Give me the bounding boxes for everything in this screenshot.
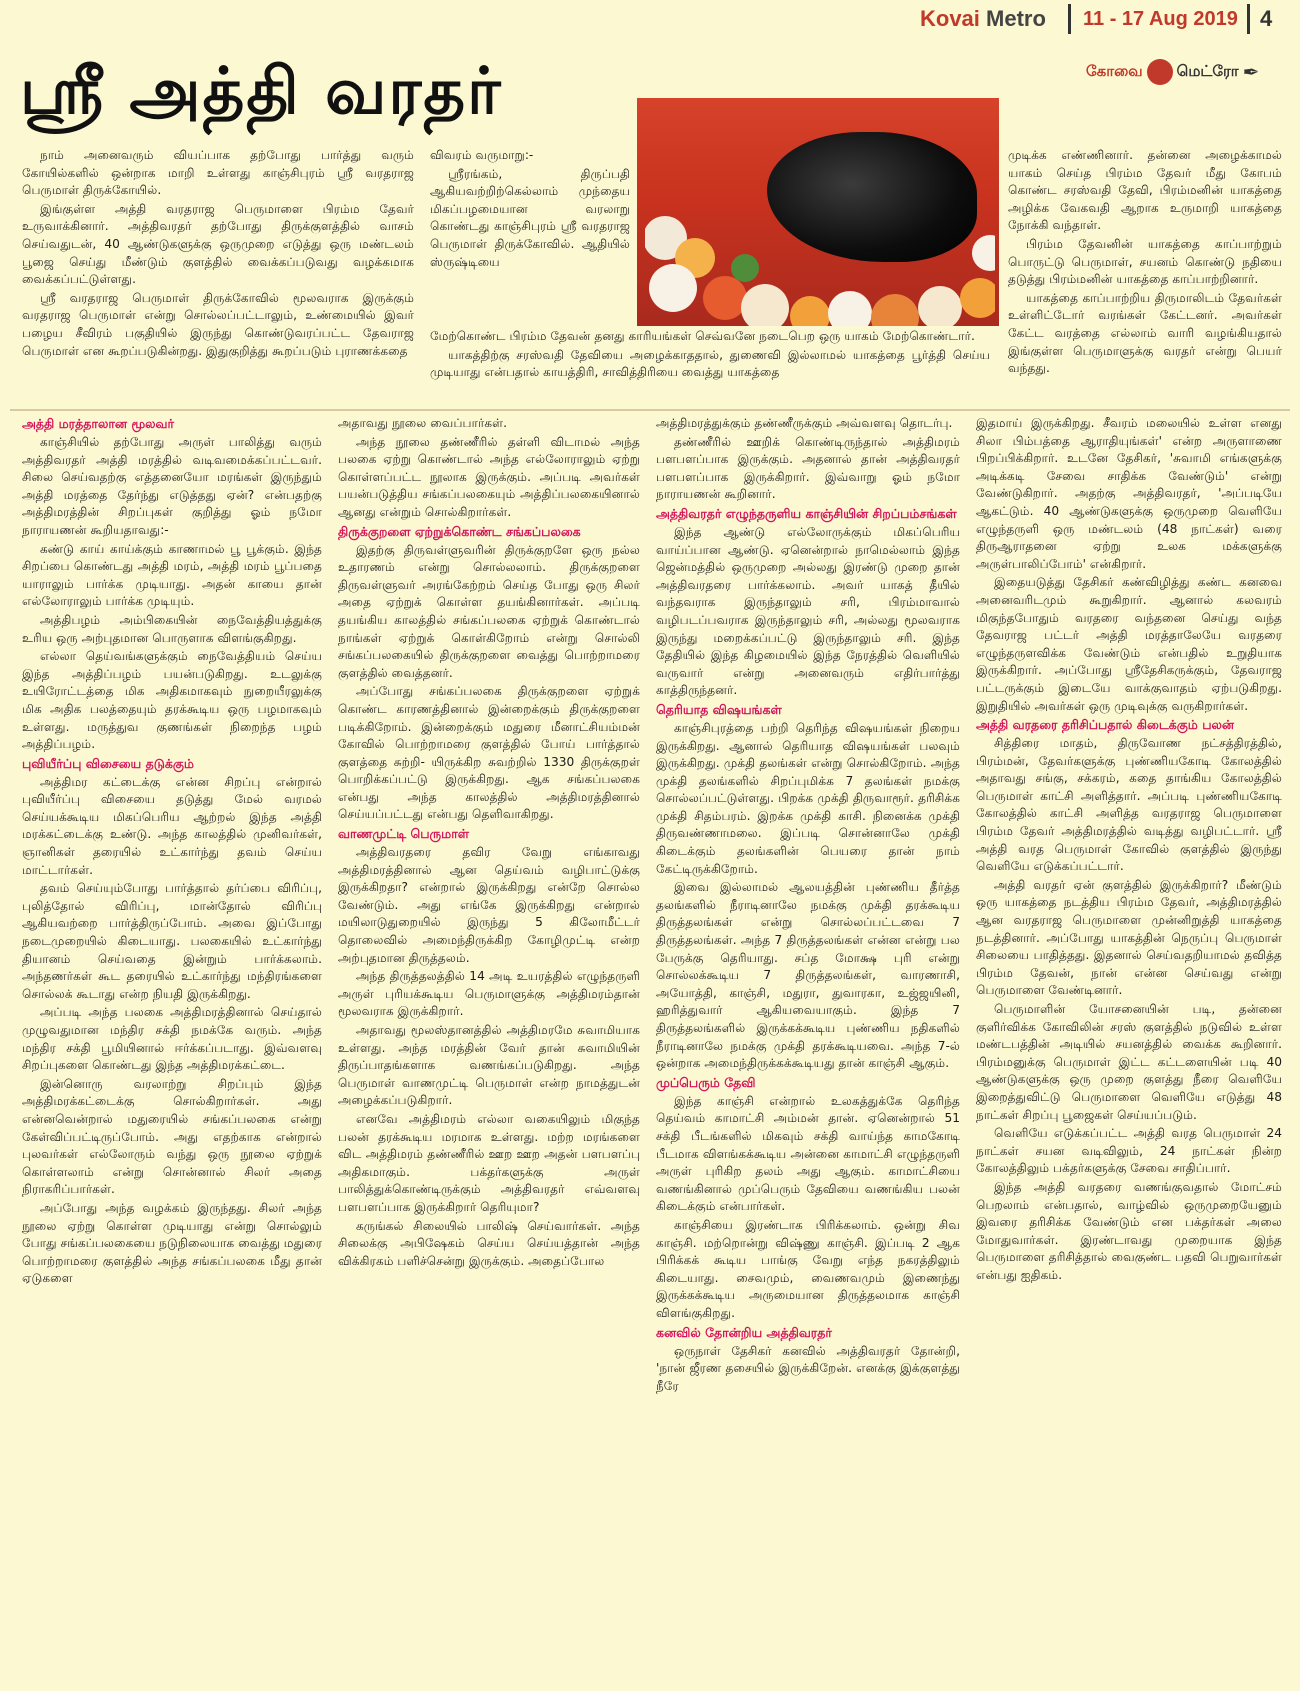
section-divider (10, 409, 1290, 411)
paragraph: பெருமாளின் யோசனையின் படி, தன்னை குளிர்விக்க கோவிலின் சரஸ் குளத்தில் நடுவில் உள்ள மண்டபத்தின் அடியில் சயனத்தில் வைக்க கூறினார். பிரம்மனுக்கு பெருமாள் இட்ட கட்டளையின் படி 40 ஆண்டுகளுக்கு ஒரு முறை குளத்து நீரை வெளியே இறைத்துவிட்டு பெருமாளை வெளியே எடுத்து 48 நாட்கள் சிறப்பு பூஜைகள் செய்யப்படும். (976, 1002, 1282, 1122)
subheading: முப்பெரும் தேவி (656, 1074, 756, 1090)
paragraph: அத்திமர கட்டைக்கு என்ன சிறப்பு என்றால் புவியீர்ப்பு விசையை தடுத்து மேல் வரமல் செய்யக்கூடிய மிகப்பெரிய ஆற்றல் இந்த அத்தி மரக்கட்டைக்கு உண்டு. அந்த காலத்தில் முனிவர்கள், ஞானிகள் தரையில் உட்கார்ந்து தவம் செய்ய மாட்டார்கள். (22, 774, 322, 877)
intro-column-2-top (430, 147, 630, 311)
paragraph: இவை இல்லாமல் ஆலயத்தின் புண்ணிய தீர்த்த தலங்களில் நீராடினாலே நமக்கு முக்தி தரக்கூடிய திருத்தலங்கள் என்று சொல்லப்பட்டவை 7 திருத்தலங்கள். அந்த 7 திருத்தலங்கள் என்ன என்று பல பேருக்கு தெரியாது. சப்த மோக்ஷ புரி என்று சொல்லக்கூடிய 7 திருத்தலங்கள், வாரணாசி, அயோத்தி, காஞ்சி, மதுரா, துவாரகா, உஜ்ஜயினி, ஹரித்துவார் ஆகியவையாகும். இந்த 7 திருத்தலங்களில் இருக்கக்கூடிய புண்ணிய நதிகளில் நீராடினாலே நமக்கு முக்தி தரக்கூடியவை. அந்த 7-ல் ஒன்றாக அமைந்திருக்கக்கூடியது தான் காஞ்சி ஆகும். (656, 880, 960, 1071)
paragraph: விவரம் வருமாறு:- (430, 148, 534, 162)
masthead (0, 0, 1300, 40)
subheading: அத்திவரதர் எழுந்தருளிய காஞ்சியின் சிறப்பம்சங்கள் (656, 505, 957, 521)
article-photo (637, 98, 999, 326)
paragraph: மேற்கொண்ட பிரம்ம தேவன் தனது காரியங்கள் செவ்வனே நடைபெற ஒரு யாகம் மேற்கொண்டார். (430, 329, 975, 343)
paragraph: அத்திமரத்துக்கும் தண்ணீருக்கும் அவ்வளவு தொடர்பு. (656, 416, 953, 430)
masthead-divider (1247, 4, 1250, 34)
paragraph: தண்ணீரில் ஊறிக் கொண்டிருந்தால் அத்திமரம் பளபளப்பாக இருக்கும். அதனால் தான் அத்திவரதர் பளபளப்பாக இருக்கிறார். இவ்வாறு ஓம் நமோ நாராயணன் கூறினார். (656, 434, 960, 502)
paragraph: ஒருநாள் தேசிகர் கனவில் அத்திவரதர் தோன்றி, 'நான் ஜீரண தசையில் இருக்கிறேன். எனக்கு இக்குளத்து நீரே (656, 1343, 960, 1393)
logo-globe-icon (1147, 59, 1173, 85)
paragraph: அப்போது சங்கப்பலகை திருக்குறளை ஏற்றுக் கொண்ட காரணத்தினால் இன்றைக்கும் திருக்குறளை படிக்கிறோம். இன்றைக்கும் மதுரை மீனாட்சியம்மன் கோவில் பொற்றாமரை குளத்தில் போய் பார்த்தால் குளத்தை சுற்றி- யிருக்கிற சுவற்றில் 1330 திருக்குறள் பொறிக்கப்பட்டு இருக்கிறது. ஆக சங்கப்பலகை என்பது அந்த காலத்தில் அத்திமரத்தினால் செய்யப்பட்டது என்பது தெளிவாகிறது. (338, 684, 640, 822)
paragraph: இந்த அத்தி வரதரை வணங்குவதால் மோட்சம் பெறலாம் என்பதால், வாழ்வில் ஒருமுறையேனும் இவரை தரிசிக்க வேண்டும் என பக்தர்கள் அலை மோதுவார்கள். இரண்டாவது முறையாக இந்த பெருமாளை தரிசித்தால் வைகுண்ட பதவி பெறுவார்கள் என்பது ஐதிகம். (976, 1179, 1282, 1282)
paragraph: இந்த ஆண்டு எல்லோருக்கும் மிகப்பெரிய வாய்ப்பான ஆண்டு. ஏனென்றால் நாமெல்லாம் இந்த ஜென்மத்தில் ஒருமுறை அல்லது இரண்டு முறை தான் அத்திவரதரை பார்க்கலாம். அவர் யாகத் தீயில் வந்தவராக இருந்தாலும் சரி, பிரம்மாவால் வழிபடப்பவராக இருந்தாலும் சரி, அல்லது மூலவராக இருந்து மறைக்கப்பட்டு இருந்தாலும் சரி. இந்த தேதியில் இந்த கிழமையில் இந்த நேரத்தில் வெளியில் வருவார் என்று அனைவரும் எதிர்பார்த்து காத்திருந்தனர். (656, 524, 960, 698)
paragraph: சித்திரை மாதம், திருவோண நட்சத்திரத்தில், பிரம்மன், தேவர்களுக்கு புண்ணியகோடி கோலத்தில் அதாவது சங்கு, சக்கரம், கதை தாங்கிய கோலத்தில் பெருமாள் காட்சி அளித்தார். அப்படி புண்ணியகோடி கோலத்தில் காட்சி அளித்த வரதராஜ பெருமாளை பிரம்ம தேவர் அத்திமரத்தில் வடித்து வழிபட்டார். ஸ்ரீ அத்தி வரத பெருமாள் கோவில் குளத்தில் இருந்து வெளியே எடுக்கப்பட்டார். (976, 736, 1282, 874)
column-4 (976, 415, 1282, 1685)
paragraph: அப்போது அந்த வழக்கம் இருந்தது. சிலர் அந்த நூலை ஏற்று கொள்ள முடியாது என்று சொல்லும் போது சங்கப்பலகையை நடுநிலையாக வைத்து மதுரை பொற்றாமரை குளத்தில் அந்த சங்கப்பலகை மீது தான் ஏடுகளை (22, 1200, 322, 1286)
issue-date: 11 - 17 Aug 2019 (1083, 8, 1238, 30)
paragraph: அத்திவரதரை தவிர வேறு எங்காவது அத்திமரத்தினால் ஆன தெய்வம் வழிபாட்டுக்கு இருக்கிறதா? என்றால் இருக்கிறது என்றே சொல்ல வேண்டும். அது எங்கே இருக்கிறது என்றால் மயிலாடுதுறையில் இருந்து 5 கிலோமீட்டர் தொலைவில் அமைந்திருக்கிற கோழிமுட்டி என்ற அற்புதமான திருத்தலம். (338, 845, 640, 965)
paragraph: இன்னொரு வரலாற்று சிறப்பும் இந்த அத்திமரக்கட்டைக்கு சொல்கிறார்கள். அது என்னவென்றால் மதுரையில் சங்கப்பலகை என்று கேள்விப்பட்டிருப்போம். அது எதற்காக என்றால் புலவர்கள் எல்லோரும் வந்து ஒரு நூலை ஏற்றுக் கொள்ளலாம் என்று சொன்னால் சிலர் அதை நிராகரிப்பார்கள். (22, 1076, 322, 1197)
intro-column-1 (22, 147, 414, 407)
paragraph: இதற்கு திருவள்ளுவரின் திருக்குறளே ஒரு நல்ல உதாரணம் என்று சொல்லலாம். திருக்குறளை திருவள்ளுவர் அரங்கேற்றம் செய்த போது ஒரு சிலர் அதை ஏற்றுக் கொள்ள தயங்கினார்கள். அப்படி தயங்கிய காலத்தில் சங்கப்பலகை ஏற்றுக் கொண்டால் நாங்கள் ஏற்றுக் கொள்கிறோம் என்று சொல்லி சங்கப்பலகையில் திருக்குறளை வைத்து பொற்றாமரை குளத்தில் வைத்தனர். (338, 542, 640, 680)
paragraph: யாகத்திற்கு சரஸ்வதி தேவியை அழைக்காததால், துணைவி இல்லாமல் யாகத்தை பூர்த்தி செய்ய முடியாது என்பதால் காயத்திரி, சாவித்திரியை வைத்து யாகத்தை (430, 347, 990, 380)
subheading: வாணமுட்டி பெருமாள் (338, 826, 470, 842)
column-3 (656, 415, 960, 1685)
paragraph: இந்த காஞ்சி என்றால் உலகத்துக்கே தெரிந்த தெய்வம் காமாட்சி அம்மன் தான். ஏனென்றால் 51 சக்தி பீடங்களில் மிகவும் சக்தி வாய்ந்த காமகோடி பீடமாக விளங்கக்கூடிய அன்னை காமாட்சி எழுந்தருளி அருள் புரிகிற தலம் அது ஆகும். காமாட்சியை வணங்கினால் முப்பெரும் தேவியை வணங்கிய பலன் கிடைக்கும் என்பார்கள். (656, 1093, 960, 1214)
paragraph: இங்குள்ள அத்தி வரதராஜ பெருமாளை பிரம்ம தேவர் உருவாக்கினார். அத்திவரதர் தற்போது திருக்குளத்தில் வாசம் செய்வதுடன், 40 ஆண்டுகளுக்கு ஒருமுறை எடுத்து ஒரு மண்டலம் பூஜை செய்து மீண்டும் குளத்தில் வைக்கப்படுவது வழக்கமாக வைக்கப்பட்டுள்ளது. (22, 201, 414, 287)
brand-name: Kovai Metro (920, 6, 1046, 31)
paragraph: நாம் அனைவரும் வியப்பாக தற்போது பார்த்து வரும் கோயில்களில் ஒன்றாக மாறி உள்ளது காஞ்சிபுரம் ஸ்ரீ வரதராஜ பெருமாள் திருக்கோயில். (22, 148, 414, 198)
paragraph: இதமாய் இருக்கிறது. சீவரம் மலையில் உள்ள எனது சிலா பிம்பத்தை ஆராதியுங்கள்' என்ற அருளாணை பிறப்பிக்கிறார். உடனே தேசிகர், 'சுவாமி எங்களுக்கு அடிக்கடி சேவை சாதிக்க வேண்டும்' என்று வேண்டுகிறார். அதற்கு அத்திவரதர், 'அப்படியே ஆகட்டும். 40 ஆண்டுகளுக்கு ஒருமுறை வெளியே எழுந்தருளி ஒரு மண்டலம் (48 நாட்கள்) வரை திருஆராதனை ஏற்று உலக மக்களுக்கு அருள்பாலிப்போம்' என்கிறார். (976, 416, 1282, 571)
paragraph: யாகத்தை காப்பாற்றிய திருமாலிடம் தேவர்கள் உள்ளிட்டோர் வரங்கள் கேட்டனர். அவர்கள் கேட்ட வரத்தை எல்லாம் வாரி வழங்கியதால் இங்குள்ள பெருமாளுக்கு வரதர் என்று பெயர் வந்தது. (1008, 290, 1282, 376)
subheading: திருக்குறளை ஏற்றுக்கொண்ட சங்கப்பலகை (338, 523, 581, 539)
paragraph: அத்தி வரதர் ஏன் குளத்தில் இருக்கிறார்? மீண்டும் ஒரு யாகத்தை நடத்திய பிரம்ம தேவர், அத்திமரத்தில் ஆன வரதராஜ பெருமாளை முன்னிறுத்தி யாகத்தை நடத்தினார். அப்போது யாகத்தின் நெருப்பு பெருமாள் சிலையை பாதித்தது. இதனால் செய்வதறியாமல் தவித்த பிரம்ம தேவன், நான் என்ன செய்வது என்று பெருமாளை வேண்டினார். (976, 877, 1282, 998)
headline: ஸ்ரீ அத்தி வரதர் (20, 54, 503, 129)
paragraph: எல்லா தெய்வங்களுக்கும் நைவேத்தியம் செய்ய இந்த அத்திப்பழம் பயன்படுகிறது. உடலுக்கு உயிரோட்டத்தை மிக அதிகமாகவும் நுறையீரலுக்கு மிக அதிக பலத்தையும் தரக்கூடிய ஒரு பழமாகவும் உள்ளது. மருத்துவ குணங்கள் நிறைந்த பழம் அத்திப்பழம். (22, 649, 322, 752)
intro-column-2-bottom (430, 328, 990, 408)
page-number: 4 (1260, 6, 1273, 31)
paragraph: கருங்கல் சிலையில் பாலிஷ் செய்வார்கள். அந்த சிலைக்கு அபிஷேகம் செய்ய செய்யத்தான் அந்த விக்கிரகம் பளிச்சென்று இருக்கும். அதைப்போல (338, 1218, 640, 1268)
paragraph: காஞ்சியில் தற்போது அருள் பாலித்து வரும் அத்திவரதர் அத்தி மரத்தில் வடிவமைக்கப்பட்டவர். சிலை செய்வதற்கு எத்தனையோ மரங்கள் இருந்தும் அத்தி மரத்தை தேர்ந்து எடுத்தது ஏன்? என்பதற்கு அத்திமரத்தின் சிறப்புகள் குறித்து ஓம் நமோ நாராயணன் கூறியதாவது:- (22, 435, 322, 537)
paragraph: ஸ்ரீரங்கம், திருப்பதி ஆகியவற்றிற்கெல்லாம் முந்தைய மிகப்பழமையான வரலாறு கொண்டது காஞ்சிபுரம் ஸ்ரீ வரதராஜ பெருமாள் திருக்கோவில். ஆதியில் ஸ்ருஷ்டியை (430, 166, 630, 269)
paragraph: வெளியே எடுக்கப்பட்ட அத்தி வரத பெருமாள் 24 நாட்கள் சயன வடிவிலும், 24 நாட்கள் நின்ற கோலத்திலும் பக்தர்களுக்கு சேவை சாதிப்பார். (976, 1126, 1282, 1176)
paragraph: முடிக்க எண்ணினார். தன்னை அழைக்காமல் யாகம் செய்த பிரம்ம தேவர் மீது கோபம் கொண்ட சரஸ்வதி தேவி, பிரம்மனின் யாகத்தை அழிக்க வேகவதி ஆறாக உருமாறி யாகத்தை நோக்கி வந்தாள். (1008, 148, 1282, 233)
subheading: தெரியாத விஷயங்கள் (656, 701, 782, 717)
column-2 (338, 415, 640, 1685)
subheading: புவியீர்ப்பு விசையை தடுக்கும் (22, 755, 194, 771)
paragraph: அந்த திருத்தலத்தில் 14 அடி உயரத்தில் எழுந்தருளி அருள் புரியக்கூடிய பெருமாளுக்கு அத்திமரம்தான் மூலவராக இருக்கிறார். (338, 969, 640, 1019)
masthead-divider (1068, 4, 1071, 34)
flower-garland-image (645, 198, 995, 326)
paragraph: தவம் செய்யும்போது பார்த்தால் தர்ப்பை விரிப்பு, புலித்தோல் விரிப்பு, மான்தோல் விரிப்பு ஆகியவற்றை பார்த்திருப்போம். அவை இப்போது நடைமுறையில் கிடையாது. பலகையில் உட்கார்ந்து தியானம் செய்வதை இன்றும் பார்க்கலாம். அந்தணர்கள் கூட தரையில் உட்கார்ந்து மந்திரங்களை சொல்லக் கூடாது என்ற நியதி இருக்கிறது. (22, 881, 322, 1001)
paragraph: இதையடுத்து தேசிகர் கண்விழித்து கண்ட கனவை அனைவரிடமும் கூறுகிறார். ஆனால் கலவரம் மிகுந்தபோதும் வரதரை வந்தனை செய்து வந்த தேவராஜ பட்டர் அத்தி மரத்தாலேயே வரதரை எழுந்தருளவிக்க வேண்டும் என்பதில் உறுதியாக இருக்கிறார். அப்போது ஸ்ரீதேசிகருக்கும், தேவராஜ பட்டருக்கும் இடையே வாக்குவாதம் ஏற்படுகிறது. இறுதியில் அவர்கள் ஒரு முடிவுக்கு வருகிறார்கள். (976, 575, 1282, 713)
subheading: அத்தி மரத்தாலான மூலவர் (22, 416, 175, 431)
paragraph: அத்திபழம் அம்பிகையின் நைவேத்தியத்துக்கு உரிய ஒரு அற்புதமான பொருளாக விளங்குகிறது. (22, 612, 322, 645)
paragraph: காஞ்சியை இரண்டாக பிரிக்கலாம். ஒன்று சிவ காஞ்சி. மற்றொன்று விஷ்ணு காஞ்சி. இப்படி 2 ஆக பிரிக்கக் கூடிய பாங்கு வேறு எந்த நகரத்திலும் கிடையாது. சைவமும், வைணவமும் இணைந்து இருக்கக்கூடிய அருமையான திருத்தலமாக காஞ்சி விளங்குகிறது. (656, 1217, 960, 1320)
paragraph: காஞ்சிபுரத்தை பற்றி தெரிந்த விஷயங்கள் நிறைய இருக்கிறது. ஆனால் தெரியாத விஷயங்கள் பலவும் இருக்கிறது. முக்தி தலங்கள் என்று சொல்கிறோம். அந்த முக்தி தலங்களில் சிறப்புமிக்க 7 தலங்கள் நமக்கு சொல்லப்பட்டுள்ளது. பிறக்க முக்தி திருவாரூர். தரிசிக்க முக்தி சிதம்பரம். இறக்க முக்தி காசி. நினைக்க முக்தி திருவண்ணாமலை. இப்படி சொன்னாலே முக்தி கிடைக்கும் தலங்களின் பெயரை தான் நாம் கேட்டிருக்கிறோம். (656, 720, 960, 876)
paragraph: கண்டு காய் காய்க்கும் காணாமல் பூ பூக்கும். இந்த சிறப்பை கொண்டது அத்தி மரம், அத்தி மரம் பூப்பதை யாராலும் பார்க்க முடியாது. அதன் காயை தான் எல்லோராலும் பார்க்க முடியும். (22, 541, 322, 609)
paragraph: அப்படி அந்த பலகை அத்திமரத்தினால் செய்தால் முழுவதுமான மந்திர சக்தி நமக்கே வரும். அந்த மந்திர சக்தி பூமியினால் ஈர்க்கப்படாது. இவ்வளவு சிறப்புகளை கொண்டது இந்த அத்திமரக்கட்டை. (22, 1005, 322, 1073)
paragraph: பிரம்ம தேவனின் யாகத்தை காப்பாற்றும் பொருட்டு பெருமாள், சயனம் கொண்டு நதியை தடுத்து பிரம்மனின் யாகத்தை காப்பாற்றினார். (1008, 236, 1282, 287)
paragraph: அதாவது நூலை வைப்பார்கள். (338, 416, 508, 430)
paragraph: அந்த நூலை தண்ணீரில் தள்ளி விடாமல் அந்த பலகை ஏற்று கொண்டால் அந்த எல்லோராலும் ஏற்று கொள்ளப்பட்ட நூலாக இருக்கும். அப்படி அவர்கள் பயன்படுத்திய சங்கப்பலகையும் அத்திப்பலகையினால் ஆனது என்றும் சொல்கிறார்கள். (338, 434, 640, 519)
paragraph: அதாவது மூலஸ்தானத்தில் அத்திமரமே சுவாமியாக உள்ளது. அந்த மரத்தின் வேர் தான் சுவாமியின் திருப்பாதங்களாக வணங்கப்படுகிறது. அந்த பெருமாள் வாணமுட்டி பெருமாள் என்ற நாமத்துடன் அழைக்கப்படுகிறார். (338, 1023, 640, 1108)
paragraph: எனவே அத்திமரம் எல்லா வகையிலும் மிகுந்த பலன் தரக்கூடிய மரமாக உள்ளது. மற்ற மரங்களை விட அத்திமரம் தண்ணீரில் ஊற ஊற அதன் பளபளப்பு அதிகமாகும். பக்தர்களுக்கு அருள் பாலித்துக்கொண்டிருக்கும் அத்திவரதர் எவ்வளவு பளபளப்பாக இருக்கிறார் தெரியுமா? (338, 1111, 640, 1214)
subheading: கனவில் தோன்றிய அத்திவரதர் (656, 1324, 832, 1340)
paragraph: ஸ்ரீ வரதராஜ பெருமாள் திருக்கோவில் மூலவராக இருக்கும் வரதராஜ பெருமாள் என்று சொல்லப்பட்டாலும், உண்மையில் இவர் பழைய சீவிரம் பகுதியில் இருந்து கொண்டுவரப்பட்ட தேவராஜ பெருமாள் என கூறப்படுகின்றது. இதுகுறித்து கூறப்படும் புராணக்கதை (22, 290, 414, 358)
intro-column-4 (1008, 147, 1282, 407)
column-1 (22, 415, 322, 1685)
subheading: அத்தி வரதரை தரிசிப்பதால் கிடைக்கும் பலன் (976, 717, 1235, 733)
quill-icon: ✒ (1242, 60, 1260, 84)
publication-logo: கோவை மெட்ரோ ✒ (1086, 60, 1260, 84)
